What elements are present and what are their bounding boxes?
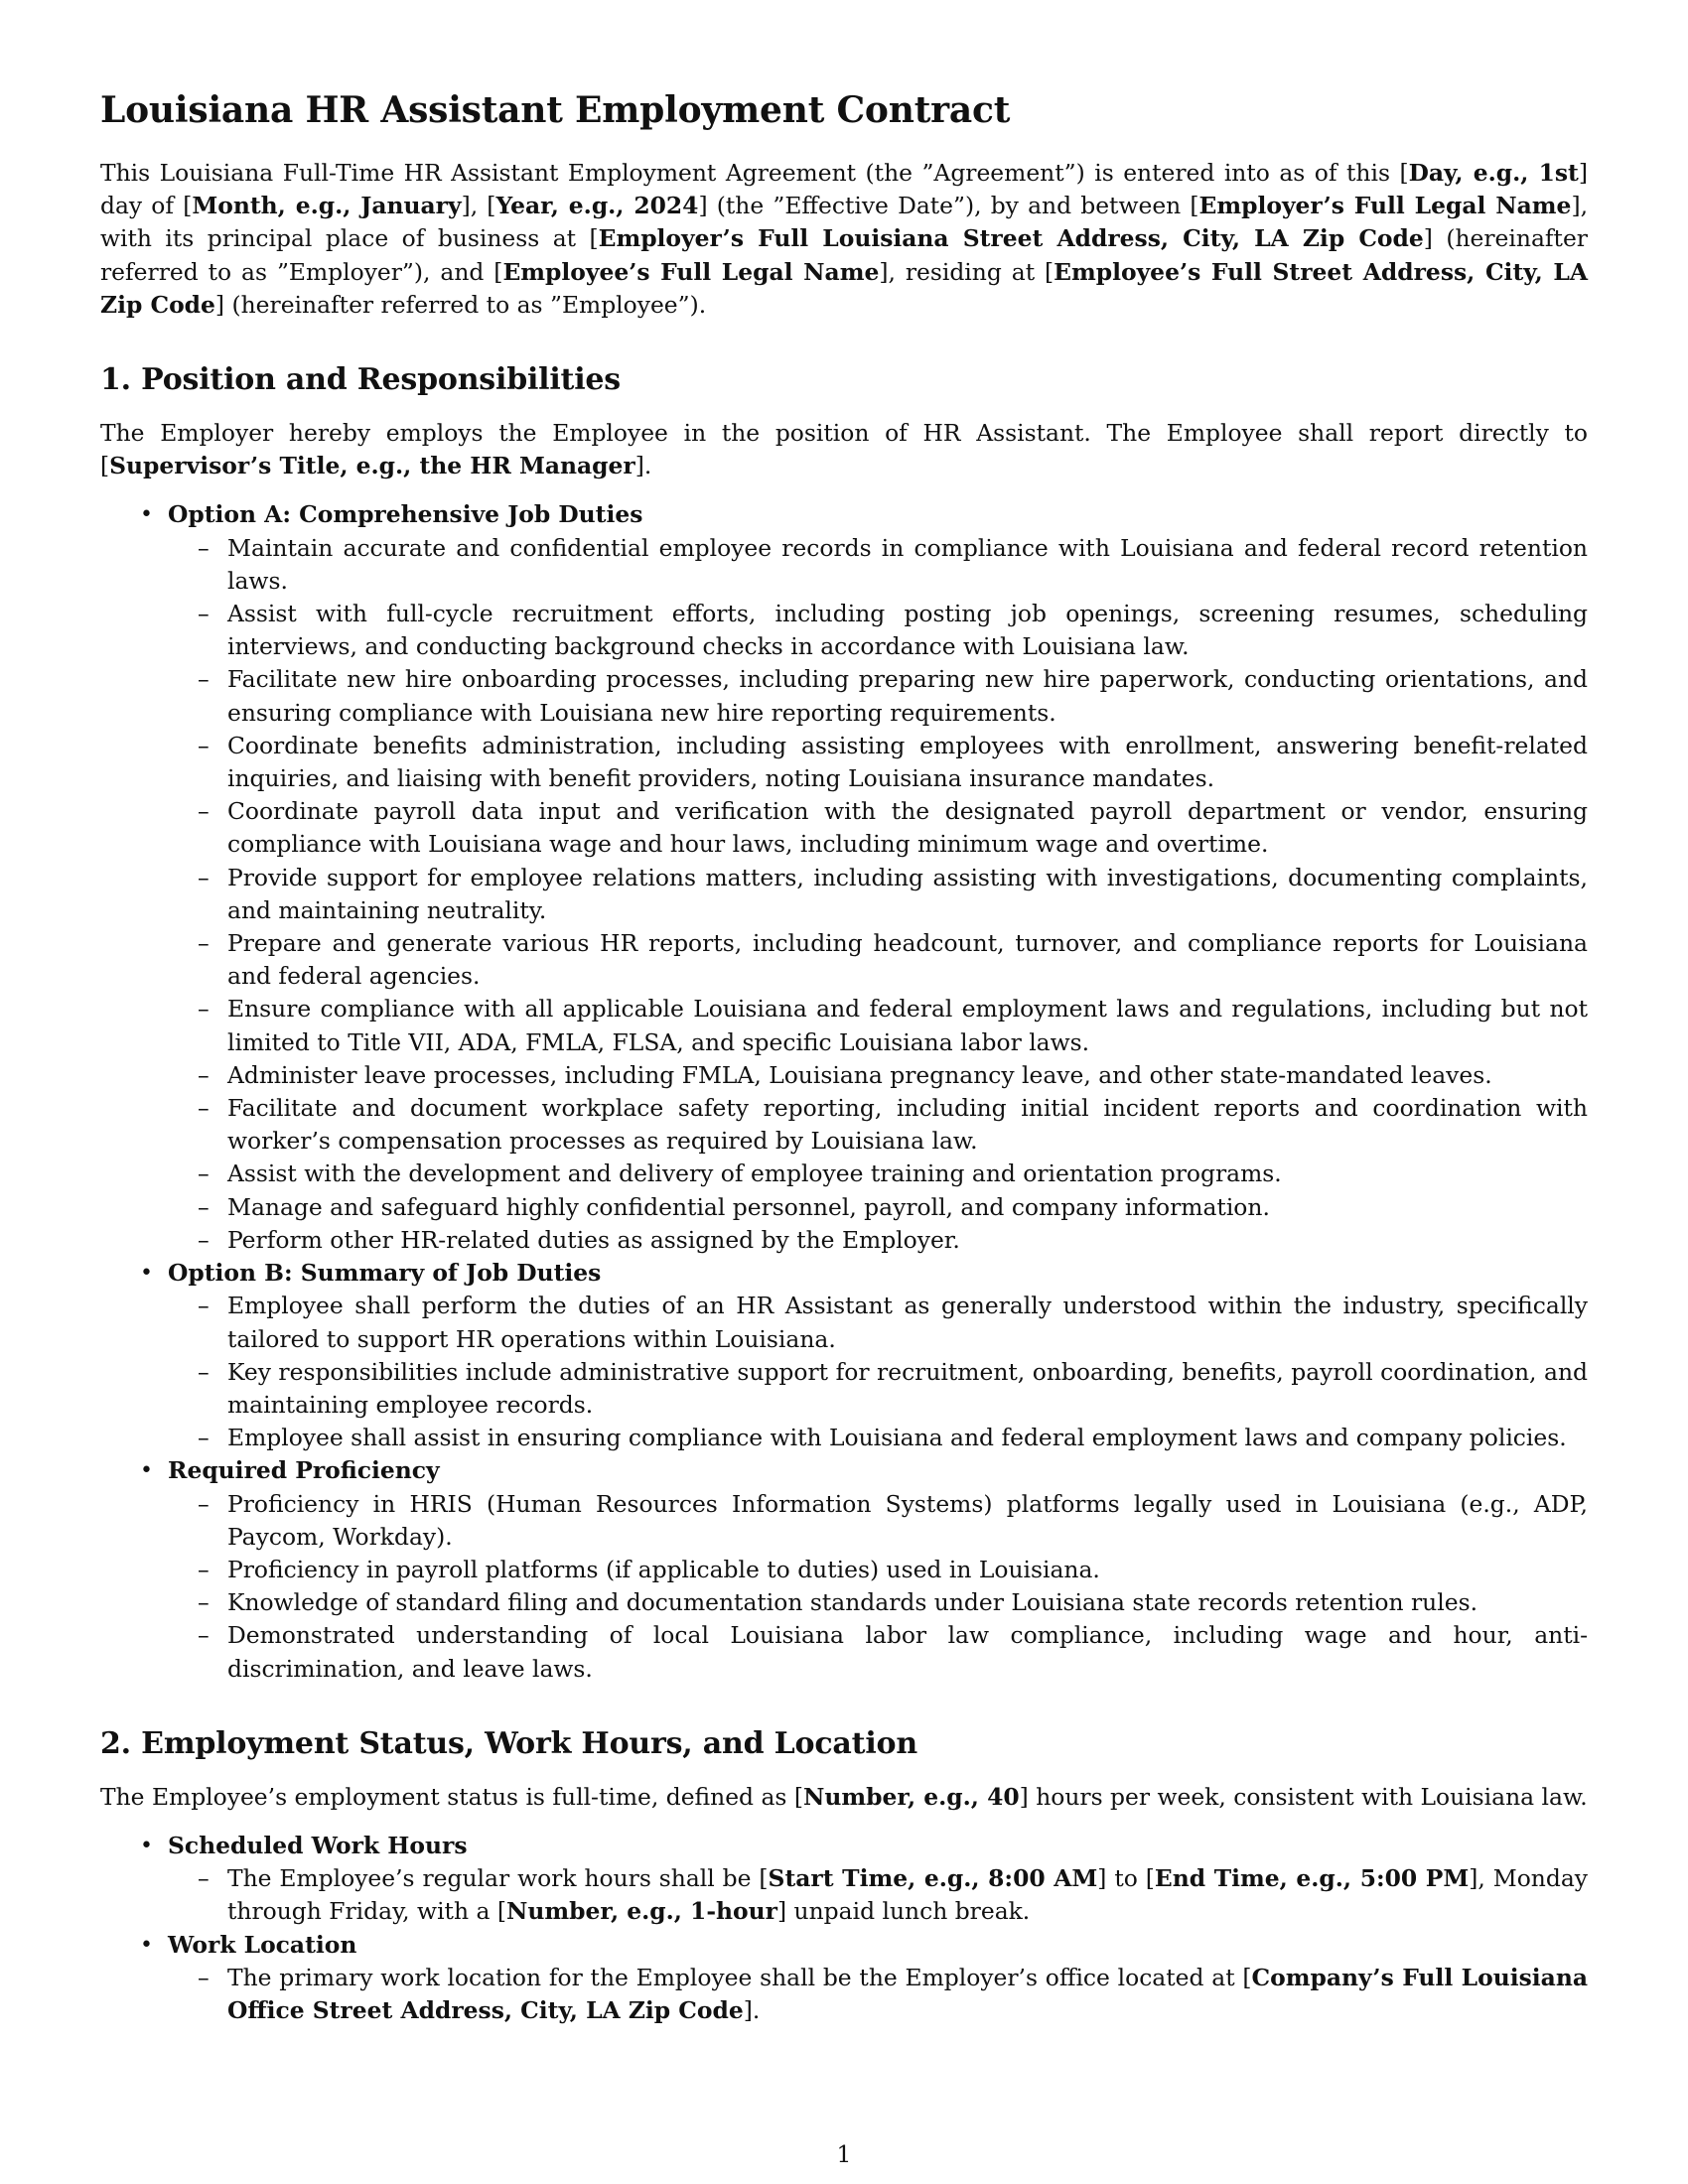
placeholder-start-time: Start Time, e.g., 8:00 AM	[768, 1864, 1098, 1893]
placeholder-supervisor-title: Supervisor’s Title, e.g., the HR Manager	[109, 452, 635, 480]
list-item: – Manage and safeguard highly confidential personnel, payroll, and company information.	[168, 1191, 1588, 1224]
required-proficiency-items	[168, 1488, 1588, 1686]
list-item	[168, 1862, 1588, 1928]
item-text: ], Monday through Friday, with a [	[227, 1864, 1588, 1926]
item-text: ] unpaid lunch break.	[776, 1897, 1031, 1926]
section-2-list	[100, 1830, 1588, 2027]
section-2-heading: 2. Employment Status, Work Hours, and Location	[100, 1725, 917, 1761]
item-text: The Employee’s regular work hours shall be [	[227, 1864, 769, 1893]
intro-text: ] (the ”Effective Date”), by and between [	[698, 192, 1199, 220]
section-1-heading: 1. Position and Responsibilities	[100, 362, 621, 398]
placeholder-end-time: End Time, e.g., 5:00 PM	[1154, 1864, 1470, 1893]
list-item: – Ensure compliance with all applicable Louisiana and federal employment laws and regulations, including but not limited to Title VII, ADA, FMLA, FLSA, and specific Louisiana labor laws.	[168, 993, 1588, 1058]
placeholder-year: Year, e.g., 2024	[495, 192, 699, 220]
work-location-label: • Work Location	[168, 1930, 357, 1959]
section-1-paragraph	[100, 417, 1588, 482]
intro-text: ] (hereinafter referred to as ”Employee”).	[214, 290, 707, 319]
intro-text: ] (hereinafter referred to as ”Employer”), and [	[100, 224, 1588, 286]
section-2-paragraph	[100, 1781, 1588, 1814]
list-item: – Demonstrated understanding of local Louisiana labor law compliance, including wage and hour, anti-discrimination, and leave laws.	[168, 1619, 1588, 1685]
work-location	[100, 1929, 1588, 2028]
option-b-label: • Option B: Summary of Job Duties	[168, 1259, 602, 1288]
intro-text: This Louisiana Full-Time HR Assistant Employment Agreement (the ”Agreement”) is entered into as of this [	[100, 159, 1409, 187]
scheduled-work-hours-items	[168, 1862, 1588, 1928]
list-item: – Employee shall perform the duties of an HR Assistant as generally understood within the industry, specifically tailored to support HR operations within Louisiana.	[168, 1290, 1588, 1355]
list-item	[168, 1962, 1588, 2027]
placeholder-hours-number: Number, e.g., 40	[802, 1782, 1020, 1811]
scheduled-work-hours-label: • Scheduled Work Hours	[168, 1831, 468, 1859]
placeholder-employer-name: Employer’s Full Legal Name	[1198, 192, 1572, 220]
option-b	[100, 1257, 1588, 1454]
list-item: – Maintain accurate and confidential employee records in compliance with Louisiana and federal record retention laws.	[168, 532, 1588, 598]
document-page	[100, 87, 1588, 2027]
document-title: Louisiana HR Assistant Employment Contract	[100, 89, 1011, 131]
list-item: – Assist with the development and delivery of employee training and orientation programs.	[168, 1158, 1588, 1190]
list-item: – Knowledge of standard filing and documentation standards under Louisiana state records retention rules.	[168, 1586, 1588, 1619]
placeholder-office-address: Company’s Full Louisiana Office Street Address, City, LA Zip Code	[227, 1963, 1588, 2024]
item-text: ].	[743, 1995, 761, 2024]
intro-paragraph	[100, 157, 1588, 322]
list-item: – Provide support for employee relations matters, including assisting with investigations, documenting complaints, and maintaining neutrality.	[168, 862, 1588, 927]
list-item: – Facilitate new hire onboarding processes, including preparing new hire paperwork, conducting orientations, and ensuring compliance with Louisiana new hire reporting requirements.	[168, 663, 1588, 729]
placeholder-day: Day, e.g., 1st	[1408, 159, 1579, 187]
option-a	[100, 498, 1588, 1257]
section-1-list	[100, 498, 1588, 1685]
work-location-items	[168, 1962, 1588, 2027]
list-item: – Coordinate benefits administration, including assisting employees with enrollment, answering benefit-related inquiries, and liaising with benefit providers, noting Louisiana insurance mandates.	[168, 730, 1588, 795]
placeholder-month: Month, e.g., January	[192, 192, 462, 220]
item-text: ] to [	[1097, 1864, 1155, 1893]
list-item: – Prepare and generate various HR reports, including headcount, turnover, and compliance reports for Louisiana and federal agencies.	[168, 927, 1588, 993]
placeholder-employee-name: Employee’s Full Legal Name	[502, 257, 880, 286]
list-item: – Assist with full-cycle recruitment efforts, including posting job openings, screening resumes, scheduling interviews, and conducting background checks in accordance with Louisiana law.	[168, 598, 1588, 663]
option-b-duties	[168, 1290, 1588, 1454]
scheduled-work-hours	[100, 1830, 1588, 1929]
intro-text: ], residing at [	[879, 257, 1055, 286]
list-item: – Proficiency in HRIS (Human Resources Information Systems) platforms legally used in Louisiana (e.g., ADP, Paycom, Workday).	[168, 1488, 1588, 1554]
intro-text: ], [	[461, 192, 496, 220]
list-item: – Proficiency in payroll platforms (if applicable to duties) used in Louisiana.	[168, 1554, 1588, 1586]
option-a-duties	[168, 532, 1588, 1257]
paragraph-text: ].	[634, 452, 652, 480]
placeholder-employer-address: Employer’s Full Louisiana Street Address, City, LA Zip Code	[598, 224, 1424, 253]
list-item: – Facilitate and document workplace safety reporting, including initial incident reports and coordination with worker’s compensation processes as required by Louisiana law.	[168, 1092, 1588, 1158]
required-proficiency-label: • Required Proficiency	[168, 1456, 440, 1485]
paragraph-text: The Employer hereby employs the Employee in the position of HR Assistant. The Employee shall report directly to [	[100, 419, 1588, 480]
list-item: – Administer leave processes, including FMLA, Louisiana pregnancy leave, and other state-mandated leaves.	[168, 1059, 1588, 1092]
list-item: – Perform other HR-related duties as assigned by the Employer.	[168, 1224, 1588, 1257]
placeholder-lunch-break: Number, e.g., 1-hour	[505, 1897, 777, 1926]
option-a-label: • Option A: Comprehensive Job Duties	[168, 500, 643, 529]
list-item: – Employee shall assist in ensuring compliance with Louisiana and federal employment laws and company policies.	[168, 1422, 1588, 1454]
intro-text: ], with its principal place of business at [	[100, 192, 1589, 253]
item-text: The primary work location for the Employee shall be the Employer’s office located at [	[227, 1963, 1252, 1991]
page-number: 1	[836, 2140, 852, 2168]
placeholder-employee-address: Employee’s Full Street Address, City, LA Zip Code	[100, 257, 1588, 319]
paragraph-text: ] hours per week, consistent with Louisiana law.	[1019, 1782, 1588, 1811]
required-proficiency	[100, 1454, 1588, 1685]
paragraph-text: The Employee’s employment status is full-time, defined as [	[100, 1782, 803, 1811]
list-item: – Coordinate payroll data input and verification with the designated payroll department or vendor, ensuring compliance with Louisiana wage and hour laws, including minimum wage and overtime.	[168, 795, 1588, 861]
list-item: – Key responsibilities include administrative support for recruitment, onboarding, benefits, payroll coordination, and maintaining employee records.	[168, 1356, 1588, 1422]
intro-text: ] day of [	[100, 159, 1588, 220]
